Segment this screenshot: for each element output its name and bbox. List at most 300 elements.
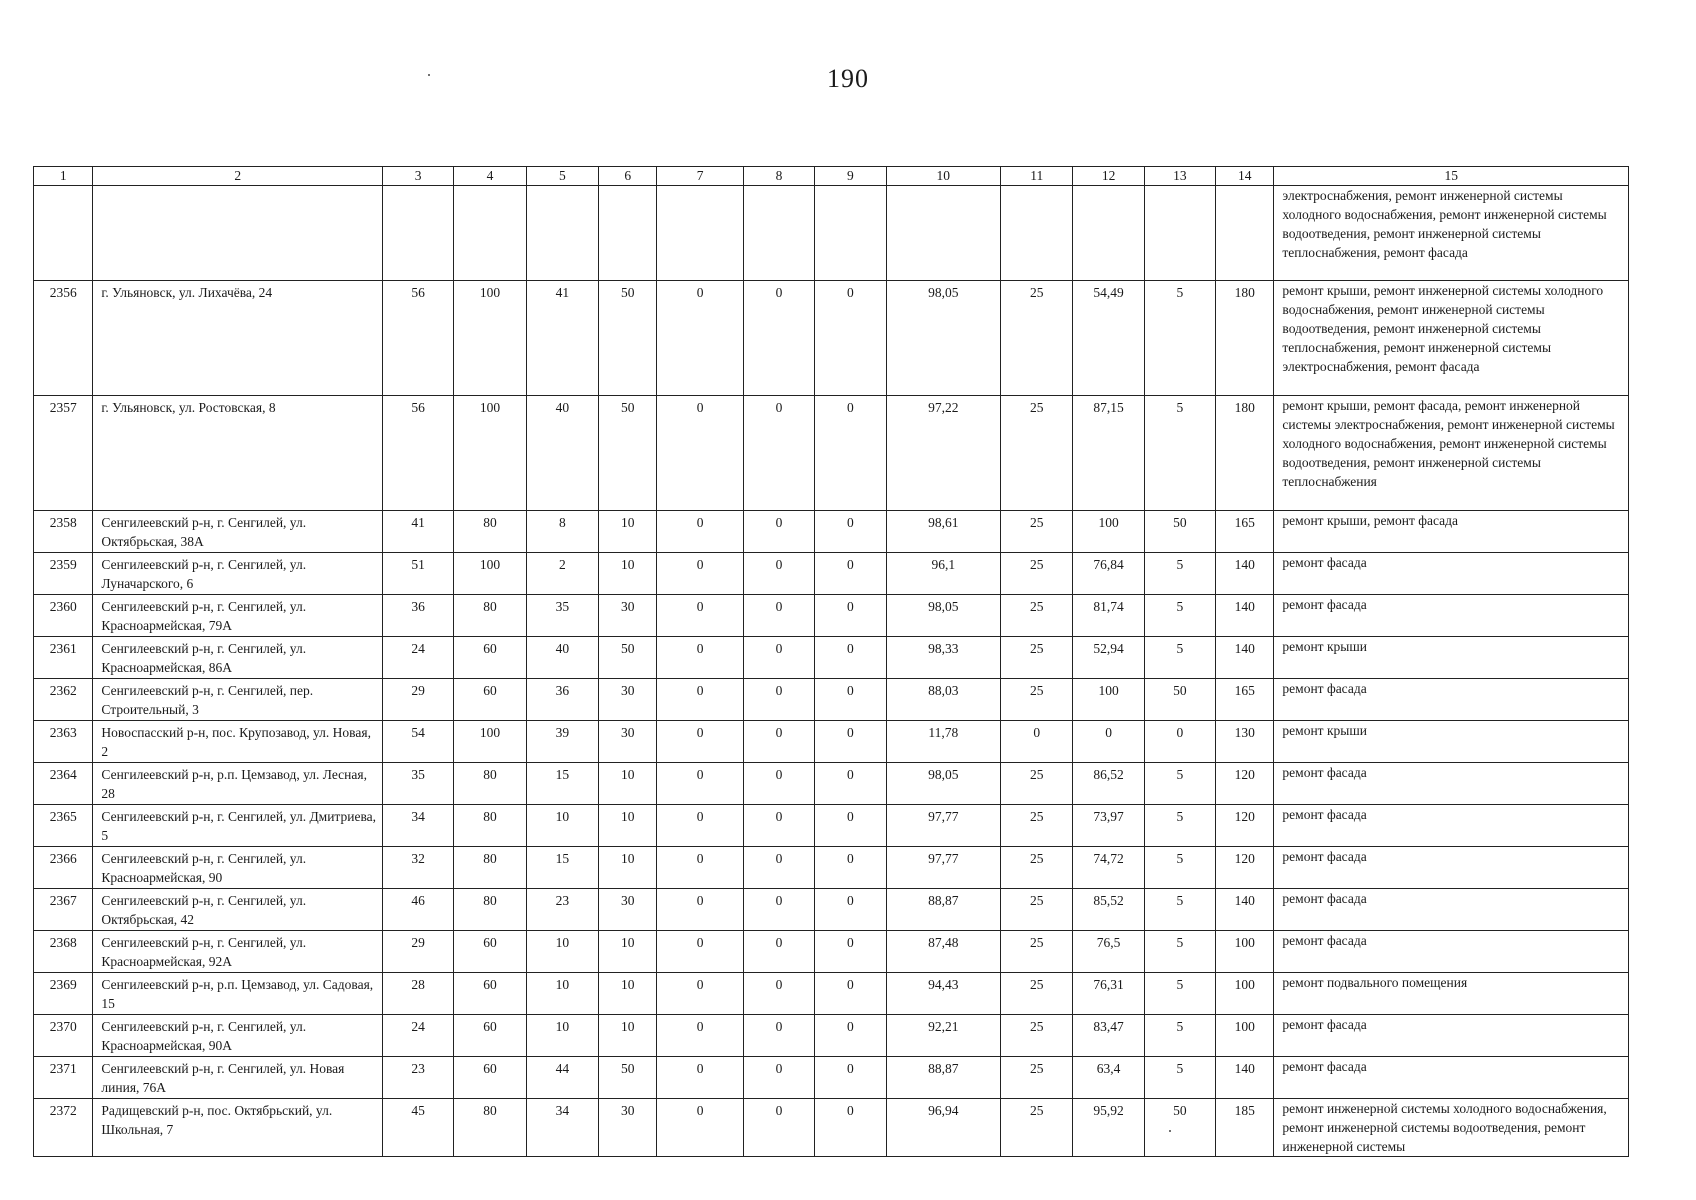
value-cell: 98,61: [886, 511, 1001, 553]
value-cell: 41: [383, 511, 454, 553]
value-cell: 100: [1216, 931, 1274, 973]
value-cell: 50: [599, 1057, 657, 1099]
value-cell: 0: [657, 847, 743, 889]
cell: [1144, 186, 1215, 281]
column-header: 2: [93, 167, 383, 186]
row-number: 2371: [34, 1057, 93, 1099]
value-cell: 87,15: [1073, 396, 1144, 511]
value-cell: 94,43: [886, 973, 1001, 1015]
row-number: 2365: [34, 805, 93, 847]
value-cell: 140: [1216, 553, 1274, 595]
value-cell: 0: [657, 1099, 743, 1157]
value-cell: 0: [743, 679, 814, 721]
column-header: 9: [815, 167, 886, 186]
table-row: [34, 396, 1629, 511]
value-cell: 74,72: [1073, 847, 1144, 889]
column-header: 14: [1216, 167, 1274, 186]
value-cell: 120: [1216, 847, 1274, 889]
value-cell: 60: [454, 679, 526, 721]
value-cell: 10: [599, 511, 657, 553]
value-cell: 87,48: [886, 931, 1001, 973]
value-cell: 73,97: [1073, 805, 1144, 847]
value-cell: 45: [383, 1099, 454, 1157]
value-cell: 165: [1216, 511, 1274, 553]
value-cell: 0: [815, 511, 886, 553]
value-cell: 0: [743, 847, 814, 889]
value-cell: 23: [526, 889, 598, 931]
table-row: [34, 553, 1629, 595]
cell: [1001, 186, 1073, 281]
data-table: [33, 166, 1629, 1157]
value-cell: 50: [1144, 1099, 1215, 1157]
column-header: 8: [743, 167, 814, 186]
value-cell: 0: [657, 281, 743, 396]
value-cell: 10: [599, 847, 657, 889]
value-cell: 50: [599, 281, 657, 396]
column-header: 11: [1001, 167, 1073, 186]
cell: [454, 186, 526, 281]
value-cell: 24: [383, 1015, 454, 1057]
cell: [657, 186, 743, 281]
value-cell: 34: [526, 1099, 598, 1157]
address-cell: Сенгилеевский р-н, г. Сенгилей, ул. Новая линия, 76А: [93, 1057, 383, 1099]
table-row: [34, 763, 1629, 805]
address-cell: Сенгилеевский р-н, г. Сенгилей, ул. Октябрьская, 42: [93, 889, 383, 931]
value-cell: 11,78: [886, 721, 1001, 763]
value-cell: 140: [1216, 637, 1274, 679]
value-cell: 165: [1216, 679, 1274, 721]
value-cell: 2: [526, 553, 598, 595]
value-cell: 0: [657, 679, 743, 721]
value-cell: 10: [599, 931, 657, 973]
value-cell: 0: [743, 973, 814, 1015]
value-cell: 0: [743, 889, 814, 931]
row-number: 2359: [34, 553, 93, 595]
page-number: 190: [827, 64, 869, 93]
value-cell: 100: [1216, 1015, 1274, 1057]
row-number: 2363: [34, 721, 93, 763]
scan-speck: [428, 74, 430, 76]
value-cell: 81,74: [1073, 595, 1144, 637]
value-cell: 10: [526, 973, 598, 1015]
value-cell: 97,77: [886, 847, 1001, 889]
value-cell: 0: [1144, 721, 1215, 763]
cell: [1216, 186, 1274, 281]
value-cell: 46: [383, 889, 454, 931]
address-cell: Сенгилеевский р-н, г. Сенгилей, ул. Октябрьская, 38А: [93, 511, 383, 553]
value-cell: 0: [815, 679, 886, 721]
column-header: 10: [886, 167, 1001, 186]
value-cell: 10: [599, 553, 657, 595]
value-cell: 100: [1073, 679, 1144, 721]
value-cell: 0: [743, 1015, 814, 1057]
value-cell: 0: [657, 931, 743, 973]
address-cell: Сенгилеевский р-н, г. Сенгилей, ул. Красноармейская, 86А: [93, 637, 383, 679]
value-cell: 25: [1001, 847, 1073, 889]
value-cell: 60: [454, 973, 526, 1015]
value-cell: 140: [1216, 595, 1274, 637]
value-cell: 50: [1144, 511, 1215, 553]
value-cell: 0: [743, 396, 814, 511]
address-cell: Сенгилеевский р-н, г. Сенгилей, ул. Луначарского, 6: [93, 553, 383, 595]
address-cell: Радищевский р-н, пос. Октябрьский, ул. Школьная, 7: [93, 1099, 383, 1157]
value-cell: 60: [454, 931, 526, 973]
value-cell: 50: [599, 637, 657, 679]
works-cell: ремонт подвального помещения: [1274, 973, 1629, 1015]
value-cell: 25: [1001, 281, 1073, 396]
value-cell: 5: [1144, 637, 1215, 679]
value-cell: 0: [815, 805, 886, 847]
value-cell: 5: [1144, 763, 1215, 805]
column-header: 12: [1073, 167, 1144, 186]
value-cell: 88,87: [886, 889, 1001, 931]
value-cell: 15: [526, 763, 598, 805]
header-row: [34, 167, 1629, 186]
value-cell: 39: [526, 721, 598, 763]
value-cell: 28: [383, 973, 454, 1015]
works-cell: ремонт крыши, ремонт фасада, ремонт инженерной системы электроснабжения, ремонт инженерной системы холодного водоснабжения, ремонт инженерной системы водоотведения, ремонт инженерной системы теплоснабжения: [1274, 396, 1629, 511]
value-cell: 25: [1001, 1099, 1073, 1157]
value-cell: 100: [1216, 973, 1274, 1015]
scan-speck: [1169, 1130, 1171, 1132]
works-cell: ремонт фасада: [1274, 595, 1629, 637]
address-cell: Сенгилеевский р-н, г. Сенгилей, ул. Красноармейская, 90А: [93, 1015, 383, 1057]
value-cell: 63,4: [1073, 1057, 1144, 1099]
value-cell: 0: [743, 763, 814, 805]
value-cell: 85,52: [1073, 889, 1144, 931]
cell: [886, 186, 1001, 281]
value-cell: 0: [815, 396, 886, 511]
works-cell: ремонт фасада: [1274, 553, 1629, 595]
table-row: [34, 1099, 1629, 1157]
works-cell: ремонт фасада: [1274, 889, 1629, 931]
address-cell: Сенгилеевский р-н, г. Сенгилей, ул. Красноармейская, 90: [93, 847, 383, 889]
value-cell: 98,33: [886, 637, 1001, 679]
value-cell: 98,05: [886, 595, 1001, 637]
column-header: 3: [383, 167, 454, 186]
value-cell: 120: [1216, 805, 1274, 847]
value-cell: 0: [657, 763, 743, 805]
value-cell: 25: [1001, 637, 1073, 679]
value-cell: 50: [1144, 679, 1215, 721]
value-cell: 60: [454, 1057, 526, 1099]
table-row: [34, 679, 1629, 721]
address-cell: Новоспасский р-н, пос. Крупозавод, ул. Новая, 2: [93, 721, 383, 763]
value-cell: 0: [743, 721, 814, 763]
value-cell: 30: [599, 1099, 657, 1157]
works-cell: ремонт крыши, ремонт инженерной системы холодного водоснабжения, ремонт инженерной системы водоотведения, ремонт инженерной системы теплоснабжения, ремонт инженерной системы электроснабжения, ремонт фасада: [1274, 281, 1629, 396]
value-cell: 95,92: [1073, 1099, 1144, 1157]
row-number: 2366: [34, 847, 93, 889]
value-cell: 0: [815, 281, 886, 396]
value-cell: 0: [743, 553, 814, 595]
table-row: [34, 931, 1629, 973]
value-cell: 25: [1001, 595, 1073, 637]
value-cell: 10: [599, 973, 657, 1015]
value-cell: 180: [1216, 281, 1274, 396]
value-cell: 51: [383, 553, 454, 595]
value-cell: 100: [454, 396, 526, 511]
value-cell: 10: [599, 805, 657, 847]
value-cell: 76,84: [1073, 553, 1144, 595]
value-cell: 25: [1001, 973, 1073, 1015]
value-cell: 100: [1073, 511, 1144, 553]
address-cell: Сенгилеевский р-н, г. Сенгилей, ул. Красноармейская, 79А: [93, 595, 383, 637]
value-cell: 25: [1001, 763, 1073, 805]
value-cell: 0: [743, 1057, 814, 1099]
value-cell: 0: [657, 1015, 743, 1057]
row-number: 2364: [34, 763, 93, 805]
column-header: 5: [526, 167, 598, 186]
value-cell: 56: [383, 396, 454, 511]
value-cell: 0: [743, 931, 814, 973]
value-cell: 98,05: [886, 763, 1001, 805]
value-cell: 30: [599, 679, 657, 721]
value-cell: 0: [743, 281, 814, 396]
works-cell: ремонт крыши: [1274, 721, 1629, 763]
table-row: [34, 847, 1629, 889]
value-cell: 97,77: [886, 805, 1001, 847]
value-cell: 0: [743, 637, 814, 679]
cell: [743, 186, 814, 281]
works-cell: ремонт фасада: [1274, 763, 1629, 805]
value-cell: 92,21: [886, 1015, 1001, 1057]
value-cell: 5: [1144, 281, 1215, 396]
value-cell: 100: [454, 281, 526, 396]
value-cell: 25: [1001, 1057, 1073, 1099]
table-row: [34, 805, 1629, 847]
value-cell: 0: [1073, 721, 1144, 763]
row-number: 2362: [34, 679, 93, 721]
value-cell: 80: [454, 511, 526, 553]
value-cell: 40: [526, 396, 598, 511]
address-cell: г. Ульяновск, ул. Лихачёва, 24: [93, 281, 383, 396]
table-row: [34, 511, 1629, 553]
value-cell: 41: [526, 281, 598, 396]
value-cell: 0: [657, 721, 743, 763]
column-header: 15: [1274, 167, 1629, 186]
row-number: 2372: [34, 1099, 93, 1157]
value-cell: 29: [383, 679, 454, 721]
value-cell: 86,52: [1073, 763, 1144, 805]
value-cell: 83,47: [1073, 1015, 1144, 1057]
column-header: 13: [1144, 167, 1215, 186]
value-cell: 80: [454, 1099, 526, 1157]
value-cell: 34: [383, 805, 454, 847]
row-number: 2368: [34, 931, 93, 973]
value-cell: 0: [815, 721, 886, 763]
value-cell: 5: [1144, 396, 1215, 511]
table-row: [34, 281, 1629, 396]
value-cell: 56: [383, 281, 454, 396]
value-cell: 44: [526, 1057, 598, 1099]
value-cell: 0: [815, 847, 886, 889]
value-cell: 8: [526, 511, 598, 553]
value-cell: 5: [1144, 595, 1215, 637]
table-row: [34, 595, 1629, 637]
value-cell: 15: [526, 847, 598, 889]
value-cell: 10: [526, 805, 598, 847]
value-cell: 30: [599, 889, 657, 931]
works-cell: ремонт фасада: [1274, 847, 1629, 889]
value-cell: 60: [454, 1015, 526, 1057]
value-cell: 25: [1001, 1015, 1073, 1057]
value-cell: 140: [1216, 889, 1274, 931]
value-cell: 100: [454, 721, 526, 763]
value-cell: 80: [454, 889, 526, 931]
value-cell: 25: [1001, 889, 1073, 931]
value-cell: 10: [599, 763, 657, 805]
column-header: 7: [657, 167, 743, 186]
value-cell: 0: [743, 1099, 814, 1157]
value-cell: 5: [1144, 889, 1215, 931]
value-cell: 80: [454, 847, 526, 889]
value-cell: 5: [1144, 931, 1215, 973]
cell: [815, 186, 886, 281]
value-cell: 60: [454, 637, 526, 679]
value-cell: 25: [1001, 553, 1073, 595]
table-row: [34, 637, 1629, 679]
value-cell: 0: [743, 805, 814, 847]
row-number: 2361: [34, 637, 93, 679]
column-header: 4: [454, 167, 526, 186]
value-cell: 0: [1001, 721, 1073, 763]
value-cell: 0: [657, 889, 743, 931]
value-cell: 0: [657, 595, 743, 637]
address-cell: г. Ульяновск, ул. Ростовская, 8: [93, 396, 383, 511]
value-cell: 0: [815, 1015, 886, 1057]
column-header: 6: [599, 167, 657, 186]
value-cell: 5: [1144, 1057, 1215, 1099]
row-number: 2369: [34, 973, 93, 1015]
value-cell: 0: [657, 637, 743, 679]
cell: [1073, 186, 1144, 281]
value-cell: 10: [599, 1015, 657, 1057]
address-cell: Сенгилеевский р-н, р.п. Цемзавод, ул. Лесная, 28: [93, 763, 383, 805]
value-cell: 88,03: [886, 679, 1001, 721]
continuation-row: [34, 186, 1629, 281]
row-number: 2360: [34, 595, 93, 637]
value-cell: 80: [454, 763, 526, 805]
value-cell: 35: [383, 763, 454, 805]
value-cell: 32: [383, 847, 454, 889]
row-number: 2367: [34, 889, 93, 931]
works-cell: ремонт фасада: [1274, 931, 1629, 973]
value-cell: 0: [815, 763, 886, 805]
value-cell: 0: [815, 637, 886, 679]
value-cell: 36: [526, 679, 598, 721]
cell: [93, 186, 383, 281]
value-cell: 120: [1216, 763, 1274, 805]
continuation-works: электроснабжения, ремонт инженерной системы холодного водоснабжения, ремонт инженерной системы водоотведения, ремонт инженерной системы теплоснабжения, ремонт фасада: [1274, 186, 1629, 281]
works-cell: ремонт крыши: [1274, 637, 1629, 679]
value-cell: 76,31: [1073, 973, 1144, 1015]
value-cell: 140: [1216, 1057, 1274, 1099]
value-cell: 0: [743, 595, 814, 637]
value-cell: 0: [657, 511, 743, 553]
address-cell: Сенгилеевский р-н, г. Сенгилей, ул. Красноармейская, 92А: [93, 931, 383, 973]
value-cell: 29: [383, 931, 454, 973]
value-cell: 76,5: [1073, 931, 1144, 973]
address-cell: Сенгилеевский р-н, г. Сенгилей, пер. Строительный, 3: [93, 679, 383, 721]
value-cell: 0: [657, 553, 743, 595]
value-cell: 0: [815, 1099, 886, 1157]
value-cell: 10: [526, 1015, 598, 1057]
cell: [599, 186, 657, 281]
value-cell: 130: [1216, 721, 1274, 763]
value-cell: 97,22: [886, 396, 1001, 511]
value-cell: 0: [657, 1057, 743, 1099]
value-cell: 0: [657, 396, 743, 511]
value-cell: 180: [1216, 396, 1274, 511]
value-cell: 0: [815, 553, 886, 595]
row-number: 2357: [34, 396, 93, 511]
works-cell: ремонт фасада: [1274, 1057, 1629, 1099]
address-cell: Сенгилеевский р-н, г. Сенгилей, ул. Дмитриева, 5: [93, 805, 383, 847]
value-cell: 0: [743, 511, 814, 553]
value-cell: 80: [454, 595, 526, 637]
value-cell: 24: [383, 637, 454, 679]
value-cell: 30: [599, 595, 657, 637]
value-cell: 0: [815, 1057, 886, 1099]
cell: [383, 186, 454, 281]
cell: [526, 186, 598, 281]
value-cell: 40: [526, 637, 598, 679]
value-cell: 0: [815, 889, 886, 931]
table-row: [34, 889, 1629, 931]
works-cell: ремонт фасада: [1274, 805, 1629, 847]
value-cell: 25: [1001, 805, 1073, 847]
value-cell: 54: [383, 721, 454, 763]
value-cell: 54,49: [1073, 281, 1144, 396]
address-cell: Сенгилеевский р-н, р.п. Цемзавод, ул. Садовая, 15: [93, 973, 383, 1015]
value-cell: 23: [383, 1057, 454, 1099]
value-cell: 0: [815, 931, 886, 973]
row-number: 2356: [34, 281, 93, 396]
value-cell: 25: [1001, 396, 1073, 511]
works-cell: ремонт крыши, ремонт фасада: [1274, 511, 1629, 553]
table-row: [34, 721, 1629, 763]
table-row: [34, 973, 1629, 1015]
value-cell: 0: [815, 595, 886, 637]
value-cell: 0: [657, 973, 743, 1015]
value-cell: 30: [599, 721, 657, 763]
value-cell: 50: [599, 396, 657, 511]
table-row: [34, 1057, 1629, 1099]
works-cell: ремонт инженерной системы холодного водоснабжения, ремонт инженерной системы водоотведения, ремонт инженерной системы: [1274, 1099, 1629, 1157]
value-cell: 25: [1001, 679, 1073, 721]
value-cell: 96,1: [886, 553, 1001, 595]
row-number: 2358: [34, 511, 93, 553]
value-cell: 5: [1144, 805, 1215, 847]
value-cell: 35: [526, 595, 598, 637]
value-cell: 10: [526, 931, 598, 973]
value-cell: 52,94: [1073, 637, 1144, 679]
value-cell: 185: [1216, 1099, 1274, 1157]
value-cell: 5: [1144, 847, 1215, 889]
cell: [34, 186, 93, 281]
value-cell: 36: [383, 595, 454, 637]
value-cell: 5: [1144, 973, 1215, 1015]
value-cell: 96,94: [886, 1099, 1001, 1157]
row-number: 2370: [34, 1015, 93, 1057]
value-cell: 0: [657, 805, 743, 847]
value-cell: 5: [1144, 1015, 1215, 1057]
value-cell: 25: [1001, 931, 1073, 973]
value-cell: 98,05: [886, 281, 1001, 396]
works-cell: ремонт фасада: [1274, 679, 1629, 721]
value-cell: 25: [1001, 511, 1073, 553]
